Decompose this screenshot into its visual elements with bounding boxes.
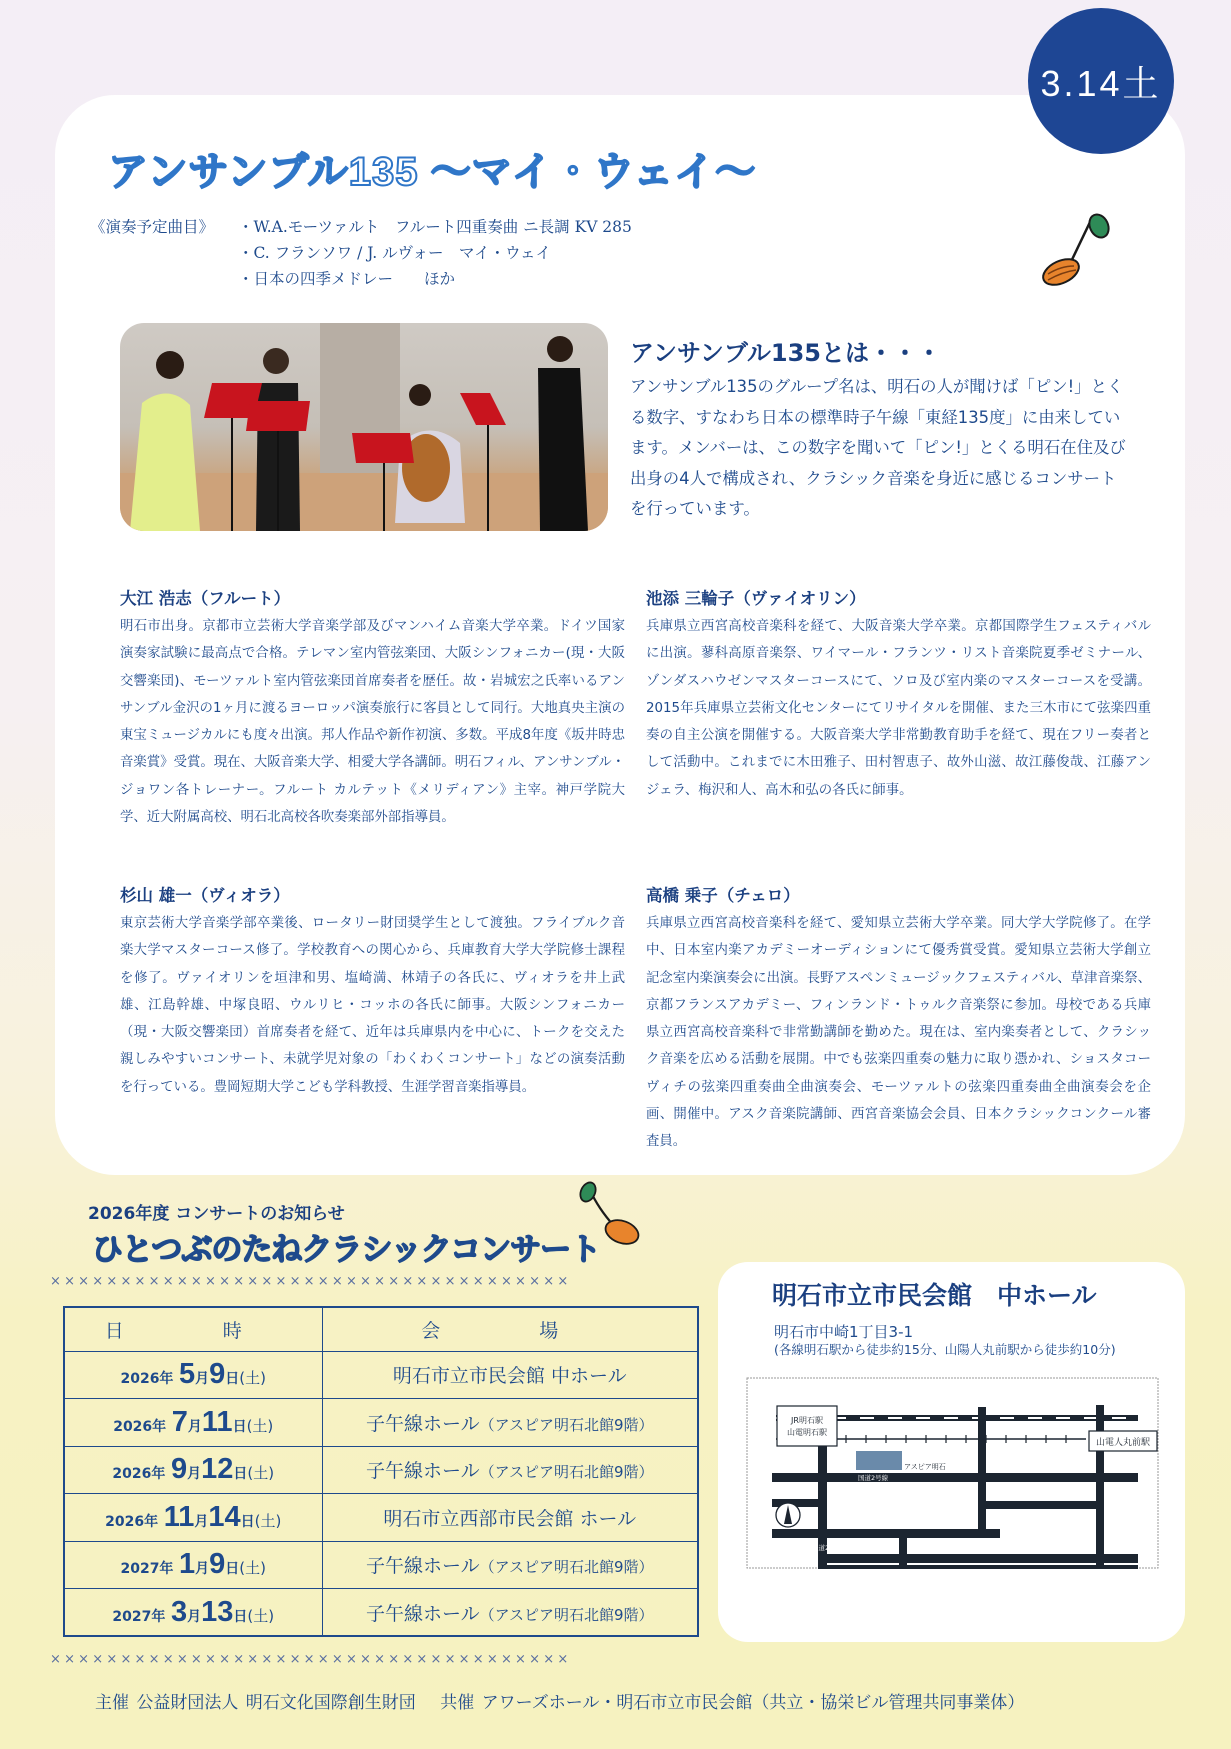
notice-heading: 2026年度 コンサートのお知らせ [88,1204,345,1224]
series-title: ひとつぶのたねクラシックコンサート [92,1232,601,1268]
member-name: 高橋 乗子（チェロ） [646,886,800,905]
footer-organizers: 主催 公益財団法人 明石文化国際創生財団 共催 アワーズホール・明石市立市民会館（共立・協栄ビル管理共同事業体） [95,1693,1025,1713]
access-map [746,1377,1159,1569]
schedule-venue: 子午線ホール（アスピア明石北館9階） [322,1399,698,1447]
performers-illustration [120,323,608,531]
program-item: ・C. フランソワ / J. ルヴォー マイ・ウェイ [238,244,552,262]
schedule-date: 2027年 3月13日(土) [64,1589,322,1637]
header-datetime: 日 時 [64,1307,322,1351]
member-bio: 兵庫県立西宮高校音楽科を経て、愛知県立芸術大学卒業。同大学大学院修了。在学中、日本室内楽アカデミーオーディションにて優秀賞受賞。愛知県立芸術大学創立記念室内楽演奏会に出演。長野アスペンミュージックフェスティバル、草津音楽祭、京都フランスアカデミー、フィンランド・トゥルク音楽祭に参加。母校である兵庫県立西宮高校音楽科で非常勤講師を勤めた。現在は、室内楽奏者として、クラシック音楽を広める活動を展開。中でも弦楽四重奏の魅力に取り憑かれ、ショスタコーヴィチの弦楽四重奏曲全曲演奏会、モーツァルトの弦楽四重奏曲全曲演奏会を企画、開催中。アスク音楽院講師、西宮音楽協会会員、日本クラシックコンクール審査員。 [646,916,1151,1150]
program-label: 《演奏予定曲目》 [90,218,215,236]
schedule-row [64,1446,698,1494]
map-label-sanyo-station: 山電明石駅 [787,1428,827,1437]
schedule-row [64,1541,698,1589]
schedule-date: 2026年 7月11日(土) [64,1399,322,1447]
member-profile [120,585,625,831]
member-name: 杉山 雄一（ヴィオラ） [120,886,290,905]
decorative-separator: ××××××××××××××××××××××××××××××××××××× [50,1652,572,1667]
about-body: アンサンブル135のグループ名は、明石の人が聞けば「ピン!」とくる数字、すなわち日本の標準時子午線「東経135度」に由来しています。メンバーは、この数字を聞いて「ピン!」とくる明石在住及び出身の4人で構成され、クラシック音楽を身近に感じるコンサートを行っています。 [630,377,1126,518]
program-item: ・W.A.モーツァルト フルート四重奏曲 ニ長調 KV 285 [238,218,632,236]
schedule-date: 2026年 5月9日(土) [64,1351,322,1399]
schedule-venue: 子午線ホール（アスピア明石北館9階） [322,1541,698,1589]
header-venue: 会 場 [322,1307,698,1351]
member-bio: 明石市出身。京都市立芸術大学音楽学部及びマンハイム音楽大学卒業。ドイツ国家演奏家試験に最高点で合格。テレマン室内管弦楽団、大阪シンフォニカー(現・大阪交響楽団)、モーツァルト室内管弦楽団首席奏者を歴任。故・岩城宏之氏率いるアンサンブル金沢の1ヶ月に渡るヨーロッパ演奏旅行に客員として同行。大地真央主演の東宝ミュージカルにも度々出演。邦人作品や新作初演、多数。平成8年度《坂井時忠音楽賞》受賞。現在、大阪音楽大学、相愛大学各講師。明石フィル、アンサンブル・ジョワン各トレーナー。フルート カルテット《メリディアン》主宰。神戸学院大学、近大附属高校、明石北高校各吹奏楽部外部指導員。 [120,619,625,826]
map-label-route28: 国道28号線 [812,1544,847,1552]
map-label-jr-station: JR明石駅 [791,1416,823,1425]
concert-schedule-table [63,1306,699,1637]
schedule-venue: 明石市立西部市民会館 ホール [322,1494,698,1542]
member-name: 池添 三輪子（ヴァイオリン） [646,589,866,608]
schedule-venue: 子午線ホール（アスピア明石北館9階） [322,1589,698,1637]
map-label-route2: 国道2号線 [858,1474,889,1482]
schedule-row [64,1399,698,1447]
member-profile [646,882,1151,1156]
about-title: アンサンブル135とは・・・ [630,339,941,367]
map-label-aspia: アスピア明石 [904,1463,946,1471]
program-item: ・日本の四季メドレー ほか [238,270,456,288]
schedule-date: 2027年 1月9日(土) [64,1541,322,1589]
schedule-row [64,1351,698,1399]
member-profile [120,882,625,1101]
venue-name: 明石市立市民会館 中ホール [772,1281,1097,1310]
date-badge: 3.14土 [1028,8,1174,154]
member-name: 大江 浩志（フルート） [120,589,291,608]
schedule-row [64,1589,698,1637]
decorative-separator: ××××××××××××××××××××××××××××××××××××× [50,1274,572,1289]
member-bio: 兵庫県立西宮高校音楽科を経て、大阪音楽大学卒業。京都国際学生フェスティバルに出演。蓼科高原音楽祭、ワイマール・フランツ・リスト音楽院夏季ゼミナール、ゾンダスハウゼンマスターコースにて、ソロ及び室内楽のマスターコースを受講。2015年兵庫県立芸術文化センターにてリサイタルを開催、また三木市にて弦楽四重奏の自主公演を開催する。大阪音楽大学非常勤教育助手を経て、現在フリー奏者として活動中。これまでに木田雅子、田村智恵子、故外山滋、故江藤俊哉、江藤アンジェラ、梅沢和人、高木和弘の各氏に師事。 [646,619,1151,798]
venue-access: (各線明石駅から徒歩約15分、山陽人丸前駅から徒歩約10分) [774,1342,1116,1357]
schedule-date: 2026年 11月14日(土) [64,1494,322,1542]
schedule-date: 2026年 9月12日(土) [64,1446,322,1494]
member-profile [646,585,1151,804]
venue-address: 明石市中崎1丁目3-1 [774,1323,914,1341]
schedule-venue: 子午線ホール（アスピア明石北館9階） [322,1446,698,1494]
music-note-seed-icon [576,1180,646,1250]
event-title: アンサンブル135 〜マイ・ウェイ〜 [108,150,757,194]
map-label-hitomaru-station: 山電人丸前駅 [1095,1438,1151,1448]
ensemble-photo [120,323,608,531]
music-note-seed-icon [1036,210,1116,290]
member-bio: 東京芸術大学音楽学部卒業後、ロータリー財団奨学生として渡独。フライブルク音楽大学マスターコース修了。学校教育への関心から、兵庫教育大学大学院修士課程を修了。ヴァイオリンを垣津和男、塩崎満、林靖子の各氏に、ヴィオラを井上武雄、江島幹雄、中塚良昭、ウルリヒ・コッホの各氏に師事。大阪シンフォニカー（現・大阪交響楽団）首席奏者を経て、近年は兵庫県内を中心に、トークを交えた親しみやすいコンサート、未就学児対象の「わくわくコンサート」などの演奏活動を行っている。豊岡短期大学こども学科教授、生涯学習音楽指導員。 [120,916,625,1095]
schedule-venue: 明石市立市民会館 中ホール [322,1351,698,1399]
schedule-row [64,1494,698,1542]
